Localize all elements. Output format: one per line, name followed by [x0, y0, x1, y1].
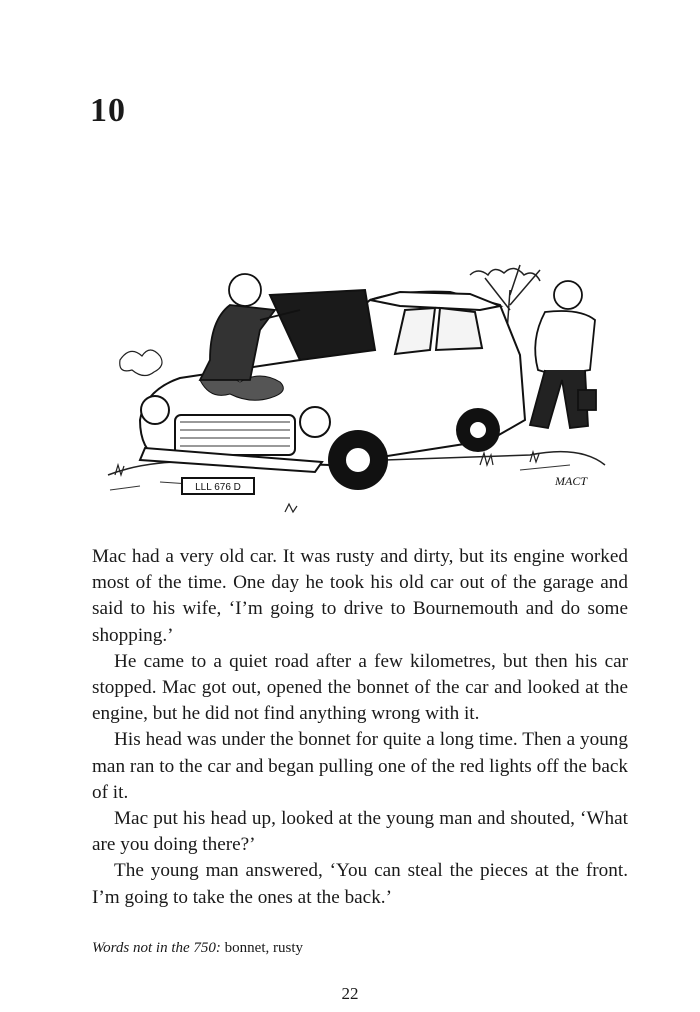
story-text — [92, 544, 628, 911]
number-plate: LLL 676 D — [195, 482, 241, 493]
story-paragraph: Mac put his head up, looked at the young man and shouted, ‘What are you doing there?’ — [92, 808, 628, 856]
story-paragraph: His head was under the bonnet for quite a long time. Then a young man ran to the car and began pulling one of the red lights off the back of it. — [92, 729, 628, 803]
vocabulary-note-words: bonnet, rusty — [224, 940, 303, 956]
story-paragraph: Mac had a very old car. It was rusty and dirty, but its engine worked most of the time. One day he took his old car out of the garage and said to his wife, ‘I’m going to drive to Bournemouth and do some shopping.’ — [92, 546, 628, 646]
story-paragraph: He came to a quiet road after a few kilometres, but then his car stopped. Mac got out, opened the bonnet of the car and looked at the engine, but he did not find anything wrong with it. — [92, 650, 628, 725]
story-paragraph: The young man answered, ‘You can steal the pieces at the front. I’m going to take the ones at the back.’ — [92, 860, 628, 908]
page-number: 22 — [341, 984, 359, 1003]
vocabulary-note-label: Words not in the 750: — [92, 940, 221, 956]
artist-signature: MACT — [555, 474, 588, 488]
chapter-number: 10 — [90, 92, 126, 129]
vocabulary-note — [92, 940, 303, 957]
car-breakdown-illustration — [100, 250, 610, 540]
